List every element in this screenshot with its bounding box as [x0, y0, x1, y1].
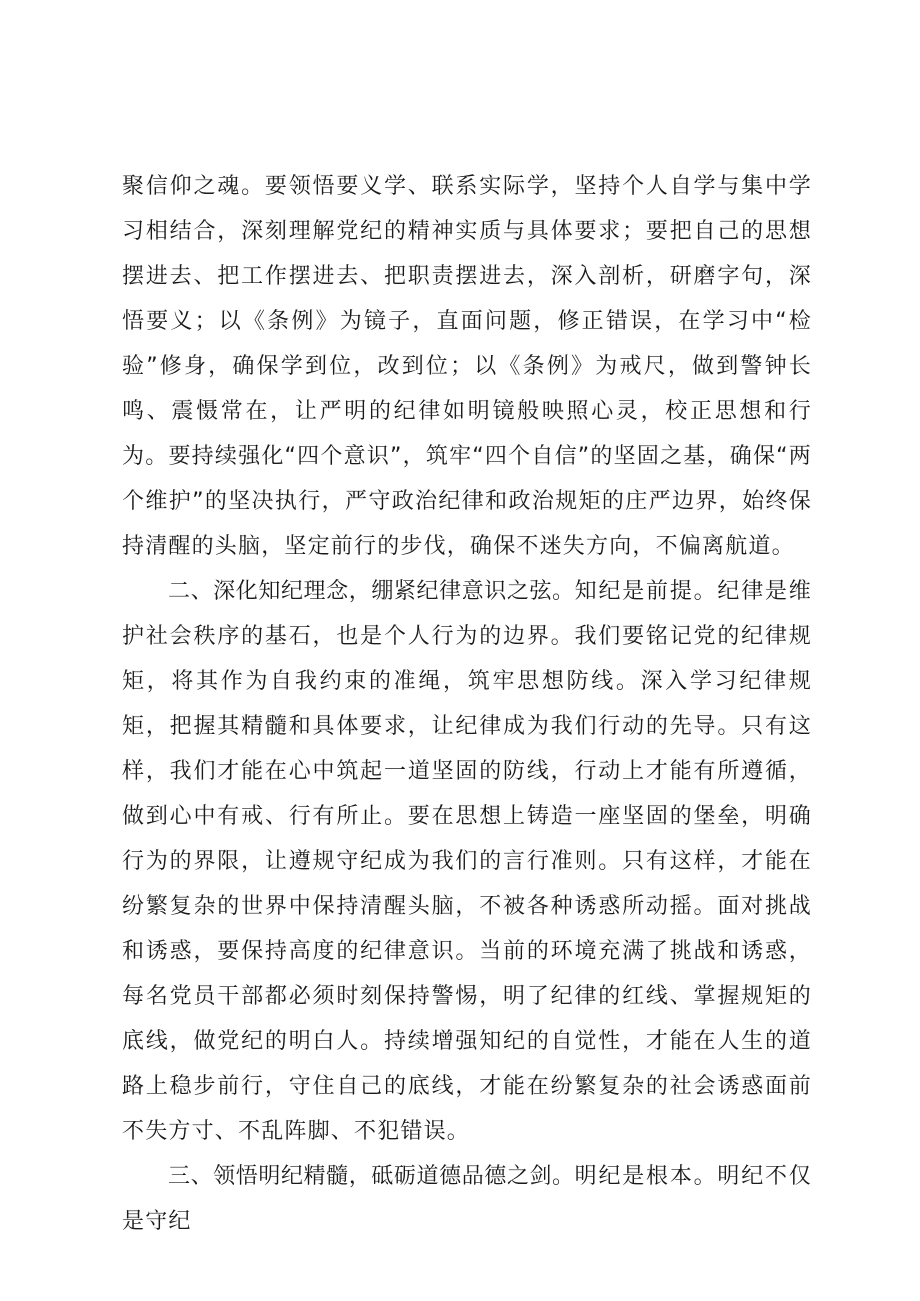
paragraph-text: 明纪是根本。明纪不仅是守纪 — [122, 1164, 812, 1234]
section-heading: 三、领悟明纪精髓，砥砺道德品德之剑。 — [168, 1164, 575, 1189]
section-heading: 二、深化知纪理念，绷紧纪律意识之弦。 — [168, 579, 575, 604]
paragraph-section-3 — [122, 1154, 812, 1244]
document-body — [122, 164, 812, 1244]
paragraph-text: 知纪是前提。纪律是维护社会秩序的基石，也是个人行为的边界。我们要铭记党的纪律规矩，将其作为自我约束的准绳，筑牢思想防线。深入学习纪律规矩，把握其精髓和具体要求，让纪律成为我们行动的先导。只有这样，我们才能在心中筑起一道坚固的防线，行动上才能有所遵循，做到心中有戒、行有所止。要在思想上铸造一座坚固的堡垒，明确行为的界限，让遵规守纪成为我们的言行准则。只有这样，才能在纷繁复杂的世界中保持清醒头脑，不被各种诱惑所动摇。面对挑战和诱惑，要保持高度的纪律意识。当前的环境充满了挑战和诱惑，每名党员干部都必须时刻保持警惕，明了纪律的红线、掌握规矩的底线，做党纪的明白人。持续增强知纪的自觉性，才能在人生的道路上稳步前行，守住自己的底线，才能在纷繁复杂的社会诱惑面前不失方寸、不乱阵脚、不犯错误。 — [122, 579, 812, 1144]
paragraph-text: 聚信仰之魂。要领悟要义学、联系实际学，坚持个人自学与集中学习相结合，深刻理解党纪的精神实质与具体要求；要把自己的思想摆进去、把工作摆进去、把职责摆进去，深入剖析，研磨字句，深悟要义；以《条例》为镜子，直面问题，修正错误，在学习中“检验”修身，确保学到位，改到位；以《条例》为戒尺，做到警钟长鸣、震慑常在，让严明的纪律如明镜般映照心灵，校正思想和行为。要持续强化“四个意识”，筑牢“四个自信”的坚固之基，确保“两个维护”的坚决执行，严守政治纪律和政治规矩的庄严边界，始终保持清醒的头脑，坚定前行的步伐，确保不迷失方向，不偏离航道。 — [122, 174, 812, 559]
paragraph-continuation — [122, 164, 812, 569]
paragraph-section-2 — [122, 569, 812, 1154]
